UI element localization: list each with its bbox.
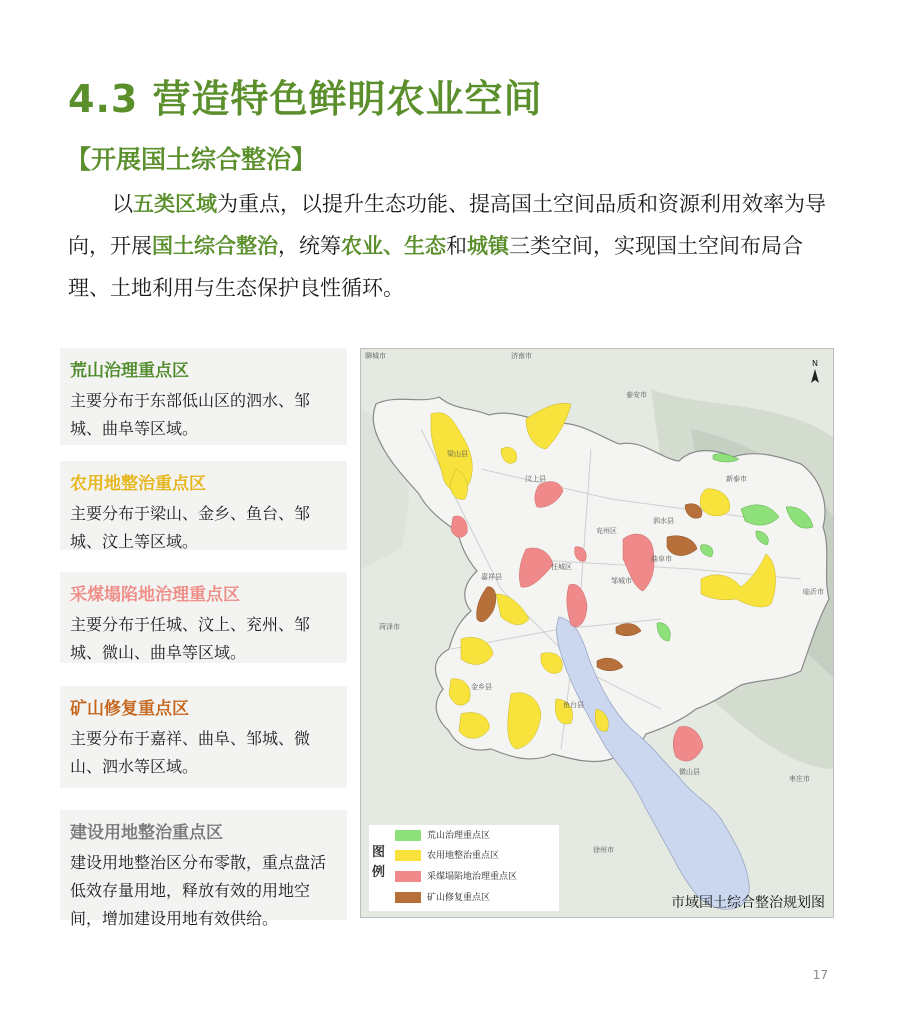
map-caption: 市域国土综合整治规划图 (671, 895, 825, 911)
legend-item-barren-hill (395, 829, 490, 843)
legend-label: 农用地整治重点区 (427, 851, 500, 861)
legend-label: 采煤塌陷地治理重点区 (427, 872, 518, 882)
place-label: 临沂市 (803, 588, 824, 596)
place-label: 菏泽市 (379, 623, 400, 631)
place-label: 金乡县 (471, 683, 492, 691)
zone-card-mine-restoration (60, 686, 347, 788)
section-subtitle: 【开展国土综合整治】 (66, 145, 317, 174)
place-label: 聊城市 (365, 352, 386, 360)
page-number: 17 (812, 968, 828, 982)
page-title: 4.3 营造特色鲜明农业空间 (68, 77, 543, 121)
land-consolidation-map (360, 348, 834, 918)
zone-card-farmland (60, 461, 347, 550)
legend-item-mine-restoration (395, 891, 490, 905)
zone-description: 主要分布于嘉祥、曲阜、邹城、微山、泗水等区域。 (70, 729, 311, 776)
intro-highlight: 五类区域 (133, 192, 217, 216)
zone-description: 主要分布于东部低山区的泗水、邹城、曲阜等区域。 (70, 391, 311, 438)
place-label: 新泰市 (726, 475, 747, 483)
place-label: 邹城市 (611, 577, 632, 585)
intro-text: 为重点，以提升生态功能、提高国土空间品质和资源利用效率为导向，开展 (68, 192, 826, 258)
place-label: 泗水县 (653, 517, 674, 525)
place-label: 枣庄市 (789, 775, 810, 783)
legend-item-coal-subsidence (395, 870, 517, 884)
intro-text: 三类空间，实现国土空间布局合理、土地利用与生态保护良性循环。 (68, 234, 803, 300)
legend-item-farmland (395, 849, 499, 863)
intro-highlight: 农业、生态 (341, 234, 446, 258)
north-label: N (812, 359, 818, 368)
legend-swatch (395, 830, 421, 841)
zone-card-coal-subsidence (60, 572, 347, 663)
intro-paragraph (68, 183, 838, 309)
zone-card-barren-hill (60, 348, 347, 445)
place-label: 兖州区 (596, 527, 617, 535)
place-label: 徐州市 (593, 846, 614, 854)
zone-description: 建设用地整治区分布零散，重点盘活低效存量用地，释放有效的用地空间，增加建设用地有效供给。 (70, 853, 327, 928)
intro-highlight: 国土综合整治 (152, 234, 278, 258)
legend-label: 荒山治理重点区 (427, 831, 491, 841)
zone-title: 荒山治理重点区 (70, 361, 189, 381)
zone-title: 采煤塌陷地治理重点区 (70, 585, 240, 605)
place-label: 济南市 (511, 352, 532, 360)
zone-title: 建设用地整治重点区 (70, 823, 223, 843)
place-label: 曲阜市 (651, 555, 672, 563)
intro-text: ，统筹 (278, 234, 341, 258)
zone-card-construction-land (60, 810, 347, 928)
intro-text: 和 (446, 234, 467, 258)
map-legend (369, 825, 559, 911)
place-label: 泰安市 (626, 391, 647, 399)
intro-text: 以 (112, 192, 133, 216)
legend-swatch (395, 892, 421, 903)
place-label: 嘉祥县 (481, 573, 502, 581)
place-label: 鱼台县 (563, 701, 584, 709)
zone-title: 矿山修复重点区 (70, 699, 189, 719)
place-label: 微山县 (679, 768, 700, 776)
legend-swatch (395, 871, 421, 882)
zone-description: 主要分布于任城、汶上、兖州、邹城、微山、曲阜等区域。 (70, 615, 311, 662)
place-label: 梁山县 (447, 450, 468, 458)
zone-description: 主要分布于梁山、金乡、鱼台、邹城、汶上等区域。 (70, 504, 311, 551)
legend-label: 矿山修复重点区 (427, 893, 491, 903)
legend-heading: 图例 (372, 845, 386, 880)
place-label: 汶上县 (525, 475, 546, 483)
place-label: 任城区 (551, 563, 572, 571)
legend-swatch (395, 850, 421, 861)
intro-highlight: 城镇 (467, 234, 509, 258)
zone-title: 农用地整治重点区 (70, 474, 206, 494)
